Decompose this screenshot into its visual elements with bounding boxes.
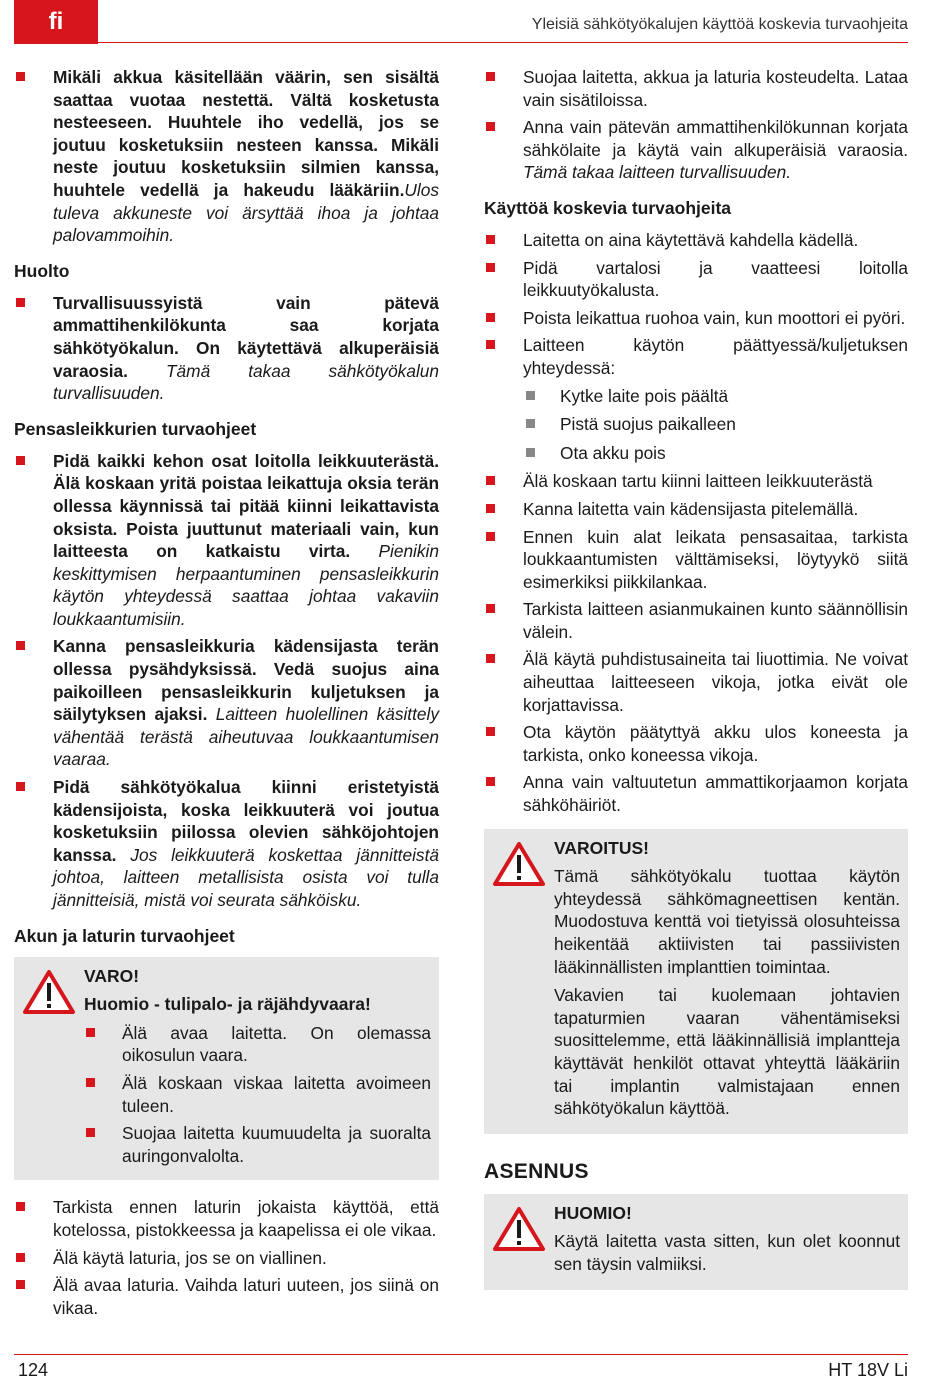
header-title: Yleisiä sähkötyökalujen käyttöä koskevia turvaohjeita [531,16,908,33]
section-heading-battery: Akun ja laturin turvaohjeet [14,925,235,946]
list-item [484,229,908,252]
list-item [484,598,908,643]
bullet-icon [16,72,25,81]
item-text: Älä koskaan tartu kiinni laitteen leikkuuterästä [523,471,873,492]
list-item [484,116,908,184]
bullet-icon [16,1202,25,1211]
section-heading-hedge: Pensasleikkurien turvaohjeet [14,418,257,439]
footer-rule [14,1354,908,1355]
list-item [14,292,439,405]
bullet-icon [486,72,495,81]
bullet-icon [16,641,25,650]
item-bold-text: Kanna pensasleikkuria kädensijasta terän ollessa pysähdyksissä. Vedä suojus aina paikoilleen pensasleikkurin kuljetuksen ja säilytyksen ajaksi. [53,636,439,725]
item-text: Kytke laite pois päältä [560,385,729,406]
list-item [84,1122,431,1167]
item-text: Suojaa laitetta, akkua ja laturia kosteudelta. Lataa vain sisätiloissa. [523,67,908,110]
list-item [14,1196,439,1241]
list-item [484,526,908,594]
item-bold-text: Pidä sähkötyökalua kiinni eristetyistä kädensijoista, koska leikkuuterä voi joutua kosketuksiin piilossa olevien sähköjohtojen kanssa. [53,777,439,865]
list-item [84,1022,431,1067]
item-text: Älä käytä laturia, jos se on viallinen. [53,1247,327,1268]
item-italic-text: Tämä takaa sähkötyökalun turvallisuuden. [53,360,439,404]
warning-triangle-icon [23,969,75,1015]
section-heading-huolto: Huolto [14,260,70,281]
warning-triangle-icon [493,1206,545,1252]
item-text: Anna vain pätevän ammattihenkilökunnan korjata sähkölaite ja käytä vain alkuperäisiä varaosia. [523,117,908,160]
caution-subtitle: Huomio - tulipalo- ja räjähdyvaara! [84,994,371,1015]
sub-list-item [522,442,908,465]
item-bold-text: Mikäli akkua käsitellään väärin, sen sisältä saattaa vuotaa nestettä. Vältä kosketusta nesteeseen. Huuhtele iho vedellä, jos se joutuu kosketuksiin nesteen kanssa. Mikäli neste joutuu kosketuksiin silmien kanssa, huuhtele vedellä ja hakeudu lääkäriin. [53,67,439,200]
bullet-icon [16,1253,25,1262]
item-text: Pidä vartalosi ja vaatteesi loitolla leikkuutyökalusta. [523,257,908,301]
sub-list-item [522,413,908,436]
item-text: Ota käytön päätyttyä akku ulos koneesta ja tarkista, onko koneessa vikoja. [523,722,908,765]
list-item [14,1274,439,1319]
item-text: Pistä suojus paikalleen [560,414,736,435]
item-text: Suojaa laitetta kuumuudelta ja suoralta auringonvalolta. [122,1123,431,1166]
item-text: Älä avaa laturia. Vaihda laturi uuteen, jos siinä on vikaa. [53,1275,439,1318]
bullet-icon [486,476,495,485]
bullet-icon [486,777,495,786]
item-text: Kanna laitetta vain kädensijasta pitelemällä. [523,498,859,519]
model-name: HT 18V Li [828,1360,908,1380]
item-text: Älä käytä puhdistusaineita tai liuottimia. Ne voivat aiheuttaa laitteeseen vikoja, jotka eivät ole korjattavissa. [523,649,908,715]
list-item [484,307,908,330]
item-italic-text: Pienikin keskittymisen herpaantuminen pensasleikkurin käytön yhteydessä saattaa johtaa vakaviin loukkaantumisiin. [53,541,439,629]
bullet-icon [486,654,495,663]
page-number: 124 [18,1360,49,1380]
bullet-icon [86,1128,95,1137]
notice-title: HUOMIO! [554,1202,632,1223]
list-item [484,257,908,302]
item-bold-text: Turvallisuussyistä vain pätevä ammattihenkilökunta saa korjata sähkötyökalun. On käytettävä alkuperäisiä varaosia. [53,292,439,381]
sub-bullet-icon [526,391,535,400]
list-item [484,721,908,766]
item-text: Älä avaa laitetta. On olemassa oikosulun vaara. [122,1022,431,1066]
bullet-icon [16,456,25,465]
list-item [84,1072,431,1117]
list-item [14,635,439,771]
item-text: Tarkista laitteen asianmukainen kunto säännöllisin välein. [523,599,908,642]
notice-text: Käytä laitetta vasta sitten, kun olet koonnut sen täysin valmiiksi. [554,1231,900,1274]
list-item [14,1247,439,1270]
bullet-icon [16,782,25,791]
warning-title: VAROITUS! [554,837,649,858]
item-bold-text: Pidä kaikki kehon osat loitolla leikkuuterästä. Älä koskaan yritä poistaa leikattuja oksia terän ollessa käynnissä tai pitää kiinni leikattavista oksista. Poista juuttunut materiaali vain, kun laitteesta on katkaistu virta. [53,450,439,562]
left-column [14,66,439,1324]
bullet-icon [486,122,495,131]
bullet-icon [486,263,495,272]
bullet-icon [16,298,25,307]
list-item [14,450,439,631]
language-tab: fi [14,0,98,44]
bullet-icon [486,235,495,244]
item-text: Ennen kuin alat leikata pensasaitaa, tarkista loukkaantumisten välttämiseksi, löytyykö siitä esimerkiksi piikkilankaa. [523,526,908,592]
item-text: Anna vain valtuutetun ammattikorjaamon korjata sähköhäiriöt. [523,772,908,816]
notice-box [484,1194,908,1290]
bullet-icon [16,1280,25,1289]
caution-title: VARO! [84,965,140,986]
warning-paragraph: Tämä sähkötyökalu tuottaa käytön yhteydessä sähkömagneettisen kentän. Muodostuva kenttä voi tietyissä olosuhteissa heikentää aktiivisten tai passiivisten lääkinnällisten implanttien toimintaa. [554,866,900,977]
list-item [484,334,908,379]
list-item [14,776,439,912]
item-italic-text: Tämä takaa laitteen turvallisuuden. [523,162,792,183]
bullet-icon [486,727,495,736]
item-text: Tarkista ennen laturin jokaista käyttöä, että kotelossa, pistokkeessa ja kaapelissa ei ole vikaa. [53,1197,439,1240]
item-italic-text: Laitteen huolellinen käsittely vähentää terästä aiheutuvaa loukkaantumisen vaaraa. [53,704,439,770]
header-rule [98,42,908,43]
bullet-icon [486,604,495,613]
bullet-icon [486,340,495,349]
item-text: Laitetta on aina käytettävä kahdella kädellä. [523,229,859,250]
section-heading-usage: Käyttöä koskevia turvaohjeita [484,197,732,218]
list-item [14,66,439,247]
list-item [484,498,908,521]
bullet-icon [86,1028,95,1037]
item-text: Poista leikattua ruohoa vain, kun moottori ei pyöri. [523,307,906,328]
item-text: Älä koskaan viskaa laitetta avoimeen tuleen. [122,1072,431,1116]
bullet-icon [86,1078,95,1087]
caution-box [14,957,439,1181]
list-item [484,470,908,493]
warning-box [484,829,908,1134]
section-heading-asennus: ASENNUS [484,1159,589,1183]
right-column [484,66,908,1306]
sub-list-item [522,385,908,408]
bullet-icon [486,532,495,541]
item-text: Laitteen käytön päättyessä/kuljetuksen yhteydessä: [523,335,908,378]
item-text: Ota akku pois [560,442,666,463]
warning-paragraph: Vakavien tai kuolemaan johtavien tapaturmien vaaran vähentämiseksi suosittelemme, että lääkinnällisiä implantteja käyttävät henkilöt ottavat yhteyttä lääkäriin tai implantin valmistajaan ennen sähkötyökalun käyttöä. [554,985,900,1119]
list-item [484,648,908,716]
sub-bullet-icon [526,419,535,428]
sub-bullet-icon [526,448,535,457]
item-italic-text: Ulos tuleva akkuneste voi ärsyttää ihoa ja johtaa palovammoihin. [53,179,439,246]
bullet-icon [486,313,495,322]
bullet-icon [486,504,495,513]
list-item [484,771,908,816]
list-item [484,66,908,111]
warning-triangle-icon [493,841,545,887]
item-italic-text: Jos leikkuuterä koskettaa jännitteistä johtoa, laitteen metallisista osista voi tulla jännitteisiä, mistä voi seurata sähköisku. [53,844,439,910]
